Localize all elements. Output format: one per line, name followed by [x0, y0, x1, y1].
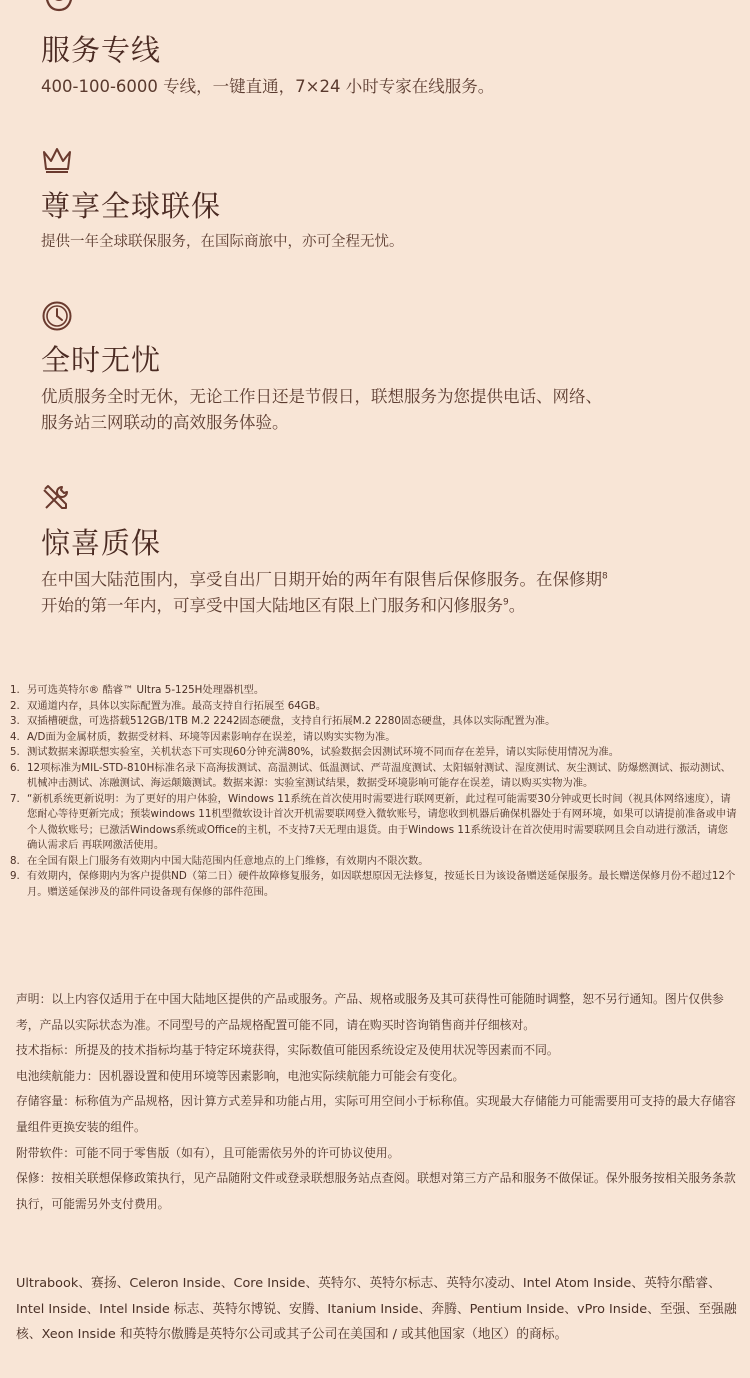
trademark-notice: Ultrabook、赛扬、Celeron Inside、Core Inside、英特尔、英特尔标志、英特尔凌动、Intel Atom Inside、英特尔酷睿、Intel Inside、Intel Inside 标志、英特尔博锐、安腾、Itanium Inside、奔腾、Pentium Inside、vPro Inside、至强、至强融核、Xeon Inside 和英特尔傲腾是英特尔公司或其子公司在美国和 / 或其他国家（地区）的商标。 [16, 1276, 737, 1343]
footnote-item [10, 699, 738, 715]
footnotes-list [10, 683, 738, 900]
warranty-desc-line-1: 在中国大陆范围内，享受自出厂日期开始的两年有限售后保修服务。在保修期 [41, 570, 602, 589]
disclaimer-battery: 电池续航能力：因机器设置和使用环境等因素影响，电池实际续航能力可能会有变化。 [16, 1068, 465, 1083]
disclaimer-statement: 声明：以上内容仅适用于在中国大陆地区提供的产品或服务。产品、规格或服务及其可获得性可能随时调整，恕不另行通知。图片仅供参考，产品以实际状态为准。不同型号的产品规格配置可能不同，请在购买时咨询销售商并仔细核对。 [16, 992, 724, 1032]
footnote-text: 双插槽硬盘，可选搭载512GB/1TB M.2 2242固态硬盘，支持自行拓展M.2 2280固态硬盘，具体以实际配置为准。 [27, 715, 556, 727]
footnote-text: 测试数据来源联想实验室，关机状态下可实现60分钟充满80%，试验数据会因测试环境不同而存在差异，请以实际使用情况为准。 [27, 746, 620, 758]
footnote-item [10, 745, 738, 761]
footnote-text: 有效期内，保修期内为客户提供ND（第二日）硬件故障修复服务，如因联想原因无法修复，按延长日为该设备赠送延保服务。最长赠送保修月份不超过12个月。赠送延保涉及的部件同设备现有保修的部件范围。 [27, 870, 736, 898]
section-desc-hotline: 400-100-6000 专线，一键直通，7×24 小时专家在线服务。 [41, 77, 495, 96]
footnote-item [10, 869, 738, 900]
footnote-text: 另可选英特尔® 酷睿™ Ultra 5-125H处理器机型。 [27, 684, 265, 696]
section-desc-global-warranty: 提供一年全球联保服务，在国际商旅中，亦可全程无忧。 [41, 234, 404, 250]
footnote-item [10, 792, 738, 854]
warranty-desc-line-2: 开始的第一年内，可享受中国大陆地区有限上门服务和闪修服务 [41, 596, 503, 615]
footnote-ref-9: 9 [503, 597, 509, 608]
footnote-number: 9. [10, 870, 20, 882]
footnote-number: 3. [10, 715, 20, 727]
footnote-number: 2. [10, 699, 20, 712]
footnote-number: 4. [10, 730, 20, 743]
footnote-text: 在全国有限上门服务有效期内中国大陆范围内任意地点的上门维修，有效期内不限次数。 [27, 854, 429, 867]
section-title-hotline: 服务专线 [41, 33, 162, 67]
tools-icon [41, 483, 71, 513]
section-title-all-time: 全时无忧 [41, 343, 162, 377]
footnote-text: A/D面为金属材质，数据受材料、环境等因素影响存在误差，请以购实实物为准。 [27, 730, 396, 743]
section-title-surprise-warranty: 惊喜质保 [41, 526, 162, 560]
section-desc-all-time-line-2: 服务站三网联动的高效服务体验。 [41, 413, 289, 432]
warranty-desc-end: 。 [508, 596, 526, 615]
footnote-item [10, 854, 738, 870]
footnote-number: 8. [10, 854, 20, 867]
footnote-number: 6. [10, 761, 20, 774]
footnote-text: 双通道内存，具体以实际配置为准。最高支持自行拓展至 64GB。 [27, 699, 327, 712]
footnote-text: 12项标准为MIL-STD-810H标准名录下高海拔测试、高温测试、低温测试、严苛温度测试、太阳辐射测试、湿度测试、灰尘测试、防爆燃测试、振动测试、机械冲击测试、冻融测试、海运颠簸测试。数据来源：实验室测试结果，数据受环境影响可能存在误差，请以购买实物为准。 [27, 761, 731, 789]
footnote-ref-8: 8 [602, 571, 608, 582]
disclaimer-software: 附带软件：可能不同于零售版（如有），且可能需依另外的许可协议使用。 [16, 1145, 400, 1160]
footnote-item [10, 730, 738, 746]
disclaimer-tech-specs: 技术指标：所提及的技术指标均基于特定环境获得，实际数值可能因系统设定及使用状况等因素而不同。 [16, 1043, 559, 1058]
footnote-number: 1. [10, 684, 20, 696]
disclaimer-storage: 存储容量：标称值为产品规格，因计算方式差异和功能占用，实际可用空间小于标称值。实现最大存储能力可能需要用可支持的最大存储容量组件更换安装的组件。 [16, 1094, 736, 1134]
section-title-global-warranty: 尊享全球联保 [41, 189, 222, 223]
footnote-item [10, 761, 738, 792]
footnote-item [10, 714, 738, 730]
footnote-number: 7. [10, 792, 20, 805]
section-desc-surprise-warranty [41, 567, 721, 619]
disclaimer-warranty: 保修：按相关联想保修政策执行，见产品随附文件或登录联想服务站点查阅。联想对第三方产品和服务不做保证。保外服务按相关服务条款执行，可能需另外支付费用。 [16, 1171, 736, 1211]
footnote-text: “新机系统更新说明：为了更好的用户体验，Windows 11系统在首次使用时需要进行联网更新，此过程可能需要30分钟或更长时间（视具体网络速度），请您耐心等待更新完成；预装windows 11机型微软设计首次开机需要联网登入微软账号，请您收到机器后确保机器处于有网环境，如果可以请提前准备或申请个人微软账号；已激活Windows系统或Office的主机，不支持7天无理由退货。由于Windows 11系统设计在首次使用时需要联网且会自动进行激活，请您确认需求后 再联网激活使用。 [27, 792, 737, 851]
section-desc-all-time [41, 384, 721, 436]
disclaimers [16, 987, 738, 1217]
crown-icon [41, 143, 73, 175]
footnote-number: 5. [10, 746, 20, 758]
footnote-item [10, 683, 738, 699]
section-desc-all-time-line-1: 优质服务全时无休，无论工作日还是节假日，联想服务为您提供电话、网络、 [41, 387, 602, 406]
clock-icon [41, 300, 73, 332]
headset-icon [41, 0, 77, 18]
